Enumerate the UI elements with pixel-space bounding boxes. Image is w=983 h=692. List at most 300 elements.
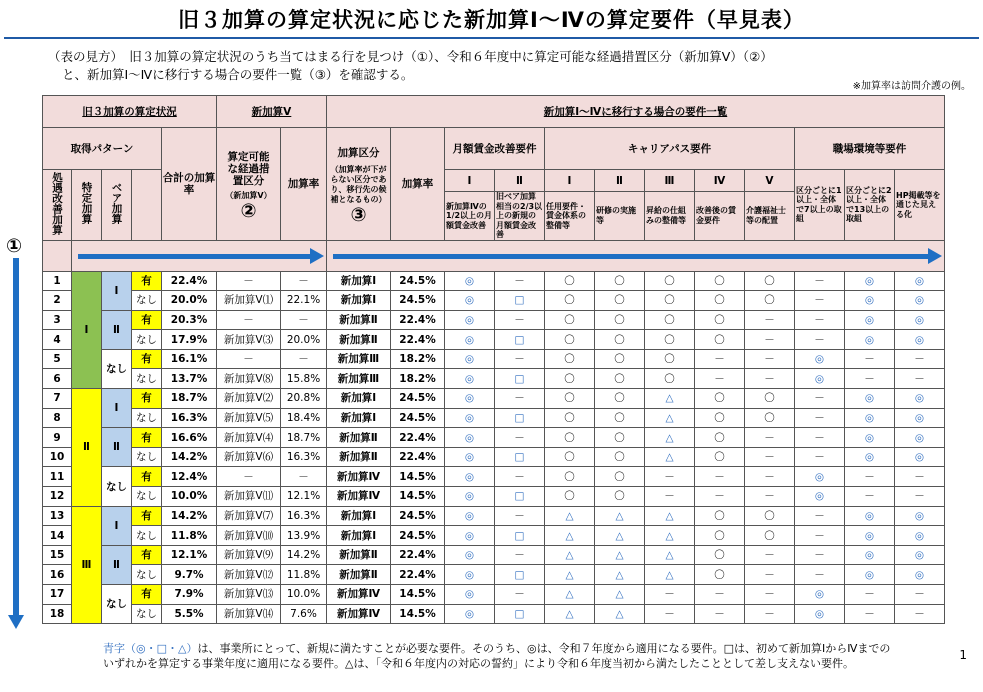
requirement-cell: △ [645, 389, 695, 409]
requirement-cell: 〇 [545, 428, 595, 448]
new-kubun: 新加算Ⅱ [327, 545, 391, 565]
requirement-cell: － [895, 369, 945, 389]
requirement-cell: 〇 [745, 389, 795, 409]
table-row [43, 467, 945, 487]
new5-rate: 18.7% [281, 428, 327, 448]
table-row [43, 487, 945, 507]
requirement-cell: ◎ [845, 310, 895, 330]
requirement-cell: － [645, 604, 695, 624]
header-c3-desc: 昇給の仕組みの整備等 [645, 192, 695, 241]
requirement-cell: 〇 [545, 271, 595, 291]
requirement-cell: 〇 [695, 271, 745, 291]
requirement-cell: ◎ [845, 565, 895, 585]
requirement-cell: ◎ [895, 271, 945, 291]
header-rate: 加算率 [391, 128, 445, 241]
header-m2-desc: 旧ベア加算相当の2/3以上の新規の月額賃金改善 [495, 192, 545, 241]
requirement-cell: △ [645, 428, 695, 448]
new-rate: 22.4% [391, 428, 445, 448]
down-arrow-icon [13, 258, 19, 618]
requirement-cell: ◎ [445, 271, 495, 291]
new-rate: 24.5% [391, 526, 445, 546]
requirement-cell: ◎ [445, 408, 495, 428]
new5-rate: 14.2% [281, 545, 327, 565]
requirement-cell: △ [645, 565, 695, 585]
requirement-cell: △ [545, 565, 595, 585]
header-m1-desc: 新加算Ⅳの1/2以上の月額賃金改善 [445, 192, 495, 241]
new-rate: 24.5% [391, 389, 445, 409]
new5-kubun: 新加算Ⅴ⑾ [217, 487, 281, 507]
requirement-cell: － [795, 408, 845, 428]
requirements-table [42, 95, 945, 624]
row-number: 8 [43, 408, 72, 428]
requirement-cell: － [495, 545, 545, 565]
new5-kubun: － [217, 310, 281, 330]
requirement-cell: － [695, 369, 745, 389]
new5-kubun: 新加算Ⅴ⑺ [217, 506, 281, 526]
requirement-cell: － [745, 467, 795, 487]
intro-text [48, 48, 968, 84]
row-number: 9 [43, 428, 72, 448]
new5-rate: 16.3% [281, 506, 327, 526]
bea-status: なし [132, 526, 162, 546]
new-rate: 22.4% [391, 565, 445, 585]
requirement-cell: ◎ [445, 467, 495, 487]
new-rate: 14.5% [391, 604, 445, 624]
bea-status: なし [132, 604, 162, 624]
requirement-cell: － [795, 447, 845, 467]
header-c2: Ⅱ [595, 170, 645, 192]
table-row [43, 585, 945, 605]
requirement-cell: 〇 [595, 271, 645, 291]
new-rate: 14.5% [391, 487, 445, 507]
requirement-cell: ◎ [845, 506, 895, 526]
row-number: 14 [43, 526, 72, 546]
requirement-cell: ◎ [795, 604, 845, 624]
total-rate: 11.8% [162, 526, 217, 546]
right-arrowhead-icon [310, 248, 324, 264]
requirement-cell: 〇 [745, 291, 795, 311]
requirement-cell: － [895, 604, 945, 624]
group-tokutei-label: Ⅱ [102, 545, 132, 584]
requirement-cell: □ [495, 408, 545, 428]
requirement-cell: － [645, 585, 695, 605]
header-acq-pattern: 取得パターン [43, 128, 162, 170]
requirement-cell: 〇 [545, 447, 595, 467]
new5-kubun: 新加算Ⅴ⑴ [217, 291, 281, 311]
requirement-cell: ◎ [845, 271, 895, 291]
group-tokutei-label: Ⅰ [102, 506, 132, 545]
requirement-cell: 〇 [695, 310, 745, 330]
row-number: 10 [43, 447, 72, 467]
group-tokutei-label: Ⅰ [102, 271, 132, 310]
row-number: 12 [43, 487, 72, 507]
total-rate: 17.9% [162, 330, 217, 350]
requirement-cell: □ [495, 526, 545, 546]
bea-status: 有 [132, 310, 162, 330]
requirement-cell: 〇 [745, 408, 795, 428]
table-row [43, 565, 945, 585]
bea-status: 有 [132, 389, 162, 409]
row-number: 4 [43, 330, 72, 350]
new-rate: 18.2% [391, 349, 445, 369]
requirement-cell: 〇 [545, 467, 595, 487]
requirement-cell: － [745, 428, 795, 448]
new5-kubun: － [217, 349, 281, 369]
new5-rate: 20.8% [281, 389, 327, 409]
bea-status: 有 [132, 467, 162, 487]
group-tokutei-label: なし [102, 349, 132, 388]
header-spacer [132, 170, 162, 241]
requirement-cell: － [695, 467, 745, 487]
requirement-cell: 〇 [695, 565, 745, 585]
row-number: 15 [43, 545, 72, 565]
intro-line-2: と、新加算Ⅰ～Ⅳに移行する場合の要件一覧（③）を確認する。 [62, 67, 414, 82]
requirement-cell: □ [495, 565, 545, 585]
requirement-cell: □ [495, 330, 545, 350]
new5-rate: 13.9% [281, 526, 327, 546]
requirement-cell: △ [645, 526, 695, 546]
requirement-cell: － [745, 447, 795, 467]
new-kubun: 新加算Ⅱ [327, 447, 391, 467]
requirement-cell: － [695, 604, 745, 624]
new-kubun: 新加算Ⅰ [327, 506, 391, 526]
new-kubun: 新加算Ⅰ [327, 526, 391, 546]
requirement-cell: － [795, 310, 845, 330]
header-c4: Ⅳ [695, 170, 745, 192]
requirement-cell: ◎ [445, 291, 495, 311]
bea-status: 有 [132, 506, 162, 526]
group-shogu-label: Ⅲ [72, 506, 102, 624]
requirement-cell: － [795, 330, 845, 350]
requirement-cell: △ [545, 545, 595, 565]
requirement-cell: － [795, 545, 845, 565]
new5-kubun: 新加算Ⅴ⑿ [217, 565, 281, 585]
requirement-cell: － [495, 310, 545, 330]
table-row [43, 506, 945, 526]
requirement-cell: 〇 [695, 447, 745, 467]
requirement-cell: － [845, 487, 895, 507]
new5-rate: 7.6% [281, 604, 327, 624]
requirement-cell: △ [645, 408, 695, 428]
requirement-cell: － [745, 487, 795, 507]
arrow-spacer-left [43, 240, 72, 271]
new-rate: 22.4% [391, 545, 445, 565]
requirement-cell: ◎ [445, 428, 495, 448]
requirement-cell: ◎ [845, 291, 895, 311]
requirement-cell: － [795, 291, 845, 311]
requirement-cell: － [845, 604, 895, 624]
requirement-cell: － [795, 428, 845, 448]
new-rate: 22.4% [391, 447, 445, 467]
requirement-cell: ◎ [445, 389, 495, 409]
requirement-cell: ◎ [895, 545, 945, 565]
header-m1: Ⅰ [445, 170, 495, 192]
requirement-cell: 〇 [695, 389, 745, 409]
new-kubun: 新加算Ⅳ [327, 585, 391, 605]
bea-status: なし [132, 487, 162, 507]
requirement-cell: ◎ [445, 349, 495, 369]
bea-status: なし [132, 408, 162, 428]
requirement-cell: 〇 [645, 310, 695, 330]
header-monthly: 月額賃金改善要件 [445, 128, 545, 170]
table-row [43, 349, 945, 369]
requirement-cell: 〇 [695, 408, 745, 428]
requirement-cell: － [845, 467, 895, 487]
requirement-cell: － [895, 487, 945, 507]
total-rate: 7.9% [162, 585, 217, 605]
new5-rate: 16.3% [281, 447, 327, 467]
new-kubun: 新加算Ⅳ [327, 487, 391, 507]
total-rate: 14.2% [162, 447, 217, 467]
new5-kubun: 新加算Ⅴ⑻ [217, 369, 281, 389]
new5-rate: － [281, 467, 327, 487]
requirement-cell: □ [495, 291, 545, 311]
requirement-cell: － [895, 585, 945, 605]
requirement-cell: － [745, 604, 795, 624]
requirement-cell: ◎ [895, 291, 945, 311]
total-rate: 16.3% [162, 408, 217, 428]
bea-status: 有 [132, 428, 162, 448]
header-new5: 新加算Ⅴ [217, 96, 327, 128]
requirement-cell: 〇 [695, 330, 745, 350]
requirement-cell: 〇 [645, 271, 695, 291]
total-rate: 20.0% [162, 291, 217, 311]
new-rate: 14.5% [391, 585, 445, 605]
requirement-cell: ◎ [445, 565, 495, 585]
requirement-cell: ◎ [445, 310, 495, 330]
new-kubun: 新加算Ⅳ [327, 604, 391, 624]
header-rate5: 加算率 [281, 128, 327, 241]
requirement-cell: ◎ [895, 506, 945, 526]
requirement-cell: 〇 [595, 291, 645, 311]
requirement-cell: ◎ [795, 487, 845, 507]
requirement-cell: － [895, 349, 945, 369]
bea-status: なし [132, 330, 162, 350]
requirement-cell: 〇 [545, 349, 595, 369]
new-kubun: 新加算Ⅲ [327, 349, 391, 369]
requirement-cell: △ [595, 526, 645, 546]
total-rate: 16.6% [162, 428, 217, 448]
new5-rate: － [281, 310, 327, 330]
requirement-cell: ◎ [895, 447, 945, 467]
new5-rate: 11.8% [281, 565, 327, 585]
new5-kubun: 新加算Ⅴ⒁ [217, 604, 281, 624]
new-kubun: 新加算Ⅰ [327, 408, 391, 428]
row-number: 18 [43, 604, 72, 624]
requirement-cell: ◎ [445, 526, 495, 546]
requirement-cell: ◎ [895, 389, 945, 409]
requirement-cell: 〇 [545, 310, 595, 330]
table-row [43, 604, 945, 624]
requirement-cell: － [795, 389, 845, 409]
row-number: 1 [43, 271, 72, 291]
requirement-cell: ◎ [895, 526, 945, 546]
requirement-cell: ◎ [795, 467, 845, 487]
new5-rate: － [281, 271, 327, 291]
header-old3: 旧３加算の算定状況 [43, 96, 217, 128]
requirement-cell: － [795, 271, 845, 291]
bea-status: 有 [132, 271, 162, 291]
down-arrowhead-icon [8, 615, 24, 629]
row-number: 2 [43, 291, 72, 311]
requirement-cell: 〇 [645, 349, 695, 369]
header-m2: Ⅱ [495, 170, 545, 192]
requirement-cell: 〇 [695, 506, 745, 526]
requirement-cell: ◎ [445, 604, 495, 624]
new5-rate: 22.1% [281, 291, 327, 311]
group-shogu-label: Ⅰ [72, 271, 102, 389]
page-number: 1 [959, 648, 967, 662]
new-rate: 22.4% [391, 330, 445, 350]
table-row [43, 389, 945, 409]
requirement-cell: － [495, 585, 545, 605]
table-row [43, 369, 945, 389]
requirement-cell: 〇 [595, 349, 645, 369]
total-rate: 18.7% [162, 389, 217, 409]
requirement-cell: － [845, 369, 895, 389]
right-arrow-icon [78, 254, 312, 259]
requirement-cell: ◎ [845, 545, 895, 565]
requirement-cell: － [745, 585, 795, 605]
requirement-cell: － [495, 271, 545, 291]
requirement-cell: ◎ [795, 369, 845, 389]
requirement-cell: － [695, 585, 745, 605]
table-row [43, 447, 945, 467]
requirement-cell: △ [545, 604, 595, 624]
total-rate: 14.2% [162, 506, 217, 526]
table-row [43, 310, 945, 330]
requirement-cell: － [495, 389, 545, 409]
arrow-left-section [72, 240, 327, 271]
header-c5-desc: 介護福祉士等の配置 [745, 192, 795, 241]
requirement-cell: － [745, 565, 795, 585]
new-kubun: 新加算Ⅰ [327, 271, 391, 291]
new5-kubun: 新加算Ⅴ⒀ [217, 585, 281, 605]
total-rate: 20.3% [162, 310, 217, 330]
title-rule [4, 37, 979, 39]
group-tokutei-label: Ⅱ [102, 428, 132, 467]
row-number: 11 [43, 467, 72, 487]
header-new5-kubun: 算定可能な経過措置区分 （新加算Ⅴ） ② [217, 128, 281, 241]
new5-kubun: 新加算Ⅴ⑹ [217, 447, 281, 467]
requirement-cell: 〇 [595, 467, 645, 487]
requirement-cell: ◎ [445, 506, 495, 526]
requirement-cell: － [845, 585, 895, 605]
requirement-cell: 〇 [745, 271, 795, 291]
row-number: 7 [43, 389, 72, 409]
new5-rate: 18.4% [281, 408, 327, 428]
requirement-cell: △ [645, 506, 695, 526]
bea-status: なし [132, 369, 162, 389]
requirement-cell: ◎ [445, 447, 495, 467]
total-rate: 16.1% [162, 349, 217, 369]
new-rate: 24.5% [391, 271, 445, 291]
requirement-cell: 〇 [595, 310, 645, 330]
requirement-cell: － [645, 487, 695, 507]
total-rate: 13.7% [162, 369, 217, 389]
row-number: 6 [43, 369, 72, 389]
header-bea: ベア加算 [102, 170, 132, 241]
requirement-cell: ◎ [845, 330, 895, 350]
bea-status: 有 [132, 545, 162, 565]
requirement-cell: ◎ [445, 369, 495, 389]
requirement-cell: － [645, 467, 695, 487]
new-rate: 24.5% [391, 408, 445, 428]
new-kubun: 新加算Ⅱ [327, 428, 391, 448]
requirement-cell: 〇 [595, 389, 645, 409]
requirement-cell: 〇 [545, 291, 595, 311]
header-c5: Ⅴ [745, 170, 795, 192]
header-tokutei: 特定加算 [72, 170, 102, 241]
requirement-cell: 〇 [645, 291, 695, 311]
bea-status: 有 [132, 349, 162, 369]
requirement-cell: ◎ [895, 565, 945, 585]
table-row [43, 408, 945, 428]
page-title: 旧３加算の算定状況に応じた新加算Ⅰ～Ⅳの算定要件（早見表） [178, 8, 805, 32]
header-c2-desc: 研修の実施等 [595, 192, 645, 241]
requirement-cell: □ [495, 369, 545, 389]
requirement-cell: － [895, 467, 945, 487]
new-kubun: 新加算Ⅱ [327, 310, 391, 330]
requirement-cell: 〇 [595, 428, 645, 448]
requirement-cell: 〇 [695, 526, 745, 546]
header-w2: 区分ごとに2以上・全体で13以上の取組 [845, 170, 895, 241]
row-number: 16 [43, 565, 72, 585]
bea-status: なし [132, 291, 162, 311]
table-row [43, 428, 945, 448]
footer-notes [103, 641, 943, 671]
requirement-cell: △ [545, 526, 595, 546]
footer-line-1: 青字（◎・□・△）は、事業所にとって、新規に満たすことが必要な要件。そのうち、◎は、令和７年度から適用になる要件。□は、初めて新加算ⅠからⅣまでの [103, 642, 891, 655]
table-row [43, 526, 945, 546]
requirement-cell: △ [545, 585, 595, 605]
requirement-cell: 〇 [545, 369, 595, 389]
new-kubun: 新加算Ⅰ [327, 389, 391, 409]
row-number: 3 [43, 310, 72, 330]
requirement-cell: － [495, 467, 545, 487]
total-rate: 5.5% [162, 604, 217, 624]
requirement-cell: ◎ [895, 330, 945, 350]
footer-line-2: いずれかを算定する事業年度に適用になる要件。△は、「令和６年度内の対応の誓約」により令和６年度当初から満たしたこととして差し支えない要件。 [103, 657, 854, 670]
new5-kubun: 新加算Ⅴ⑼ [217, 545, 281, 565]
requirement-cell: □ [495, 447, 545, 467]
requirement-cell: ◎ [845, 526, 895, 546]
requirement-cell: 〇 [645, 369, 695, 389]
requirement-cell: － [695, 487, 745, 507]
new5-kubun: 新加算Ⅴ⑶ [217, 330, 281, 350]
header-w1: 区分ごとに1以上・全体で7以上の取組 [795, 170, 845, 241]
bea-status: なし [132, 565, 162, 585]
requirement-cell: ◎ [445, 585, 495, 605]
requirement-cell: 〇 [695, 291, 745, 311]
requirement-cell: □ [495, 487, 545, 507]
requirement-cell: 〇 [545, 330, 595, 350]
header-total-rate: 合計の加算率 [162, 128, 217, 241]
requirement-cell: ◎ [845, 389, 895, 409]
requirement-cell: 〇 [695, 545, 745, 565]
requirement-cell: 〇 [545, 408, 595, 428]
new5-rate: 10.0% [281, 585, 327, 605]
new-kubun: 新加算Ⅳ [327, 467, 391, 487]
table-row [43, 291, 945, 311]
requirement-cell: 〇 [545, 389, 595, 409]
group-tokutei-label: なし [102, 467, 132, 506]
requirement-cell: ◎ [445, 330, 495, 350]
requirement-cell: 〇 [745, 526, 795, 546]
requirement-cell: △ [595, 506, 645, 526]
table-row [43, 330, 945, 350]
total-rate: 9.7% [162, 565, 217, 585]
